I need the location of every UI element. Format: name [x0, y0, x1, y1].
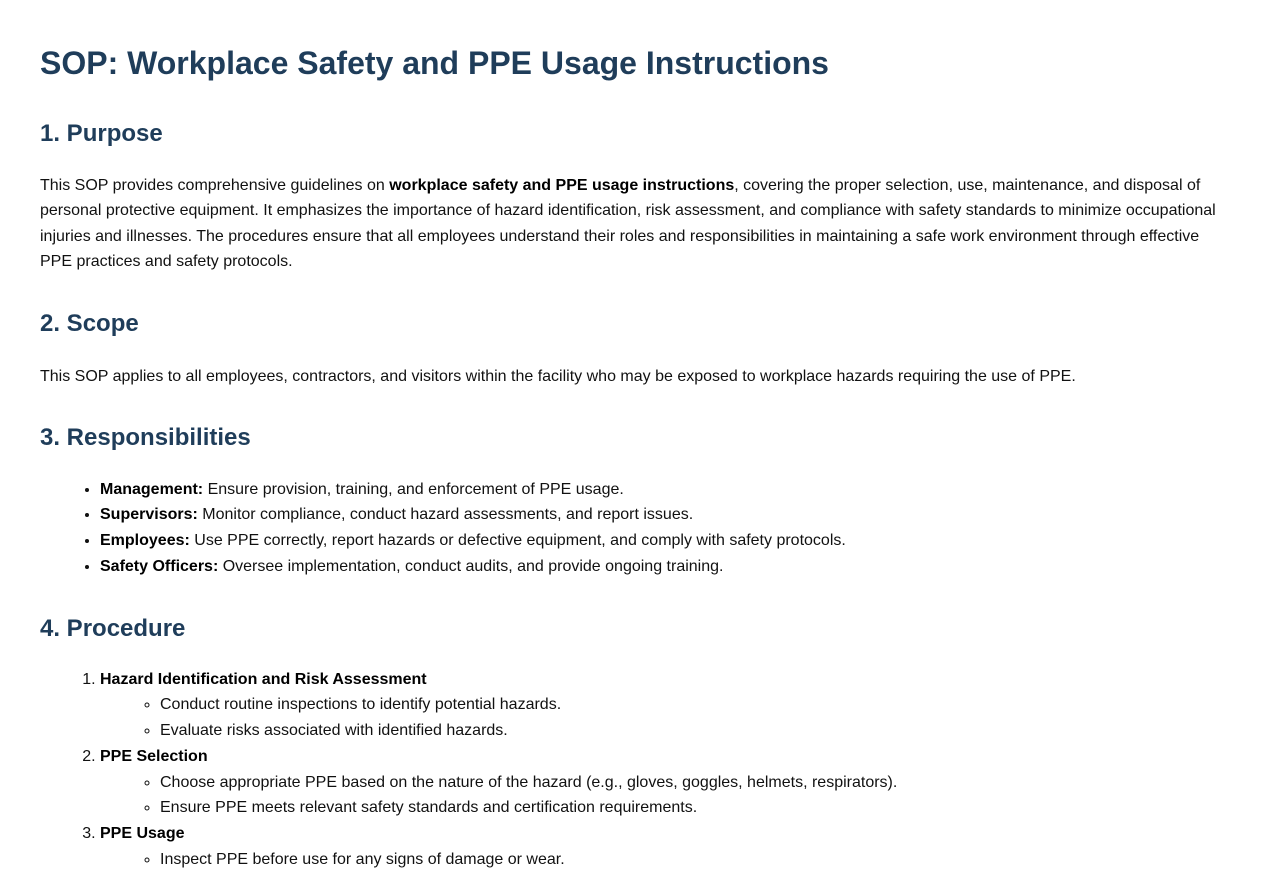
step-title: PPE Selection — [100, 747, 208, 765]
responsibilities-heading: 3. Responsibilities — [40, 423, 251, 451]
role-label: Management: — [100, 480, 204, 498]
scope-heading: 2. Scope — [40, 309, 139, 337]
role-description: Oversee implementation, conduct audits, and provide ongoing training. — [218, 557, 724, 575]
responsibilities-list — [40, 477, 1223, 580]
substep-item: ◦ Inspect PPE before use for any signs of damage or wear. — [160, 847, 1223, 872]
list-item — [100, 477, 1223, 503]
page-title: SOP: Workplace Safety and PPE Usage Instructions — [40, 45, 829, 81]
procedure-step — [100, 821, 1223, 872]
step-title: PPE Usage — [100, 824, 185, 842]
role-label: Supervisors: — [100, 506, 198, 524]
step-substeps — [100, 847, 1223, 872]
scope-paragraph: This SOP applies to all employees, contractors, and visitors within the facility who may be exposed to workplace hazards requiring the use of PPE. — [40, 367, 1076, 385]
step-substeps — [100, 770, 1223, 821]
role-label: Safety Officers: — [100, 557, 219, 575]
substep-item: ◦ Conduct routine inspections to identify potential hazards. — [160, 692, 1223, 718]
procedure-steps — [40, 667, 1223, 872]
purpose-text-after: , covering the proper selection, use, maintenance, and disposal of personal protective equipment. It emphasizes the importance of hazard identification, risk assessment, and compliance with safety standards to minimize occupational injuries and illnesses. The procedures ensure that all employees understand their roles and responsibilities in maintaining a safe work environment through effective PPE practices and safety protocols. — [40, 176, 1216, 271]
role-description: Monitor compliance, conduct hazard assessments, and report issues. — [197, 506, 694, 524]
step-substeps — [100, 692, 1223, 743]
purpose-heading: 1. Purpose — [40, 119, 163, 147]
list-item — [100, 528, 1223, 554]
purpose-paragraph — [40, 173, 1223, 275]
substep-item: ◦ Ensure PPE meets relevant safety standards and certification requirements. — [160, 795, 1223, 821]
purpose-text-bold: workplace safety and PPE usage instructions — [389, 176, 735, 194]
list-item — [100, 502, 1223, 528]
purpose-text-before: This SOP provides comprehensive guidelines on — [40, 176, 390, 194]
role-description: Use PPE correctly, report hazards or defective equipment, and comply with safety protocols. — [189, 532, 846, 550]
step-title: Hazard Identification and Risk Assessment — [100, 670, 427, 688]
role-description: Ensure provision, training, and enforcement of PPE usage. — [203, 480, 624, 498]
substep-item: ◦ Evaluate risks associated with identified hazards. — [160, 718, 1223, 744]
list-item — [100, 554, 1223, 580]
procedure-heading: 4. Procedure — [40, 614, 186, 642]
role-label: Employees: — [100, 532, 190, 550]
procedure-step — [100, 667, 1223, 744]
procedure-step — [100, 744, 1223, 821]
substep-item: ◦ Choose appropriate PPE based on the nature of the hazard (e.g., gloves, goggles, helmets, respirators). — [160, 770, 1223, 796]
